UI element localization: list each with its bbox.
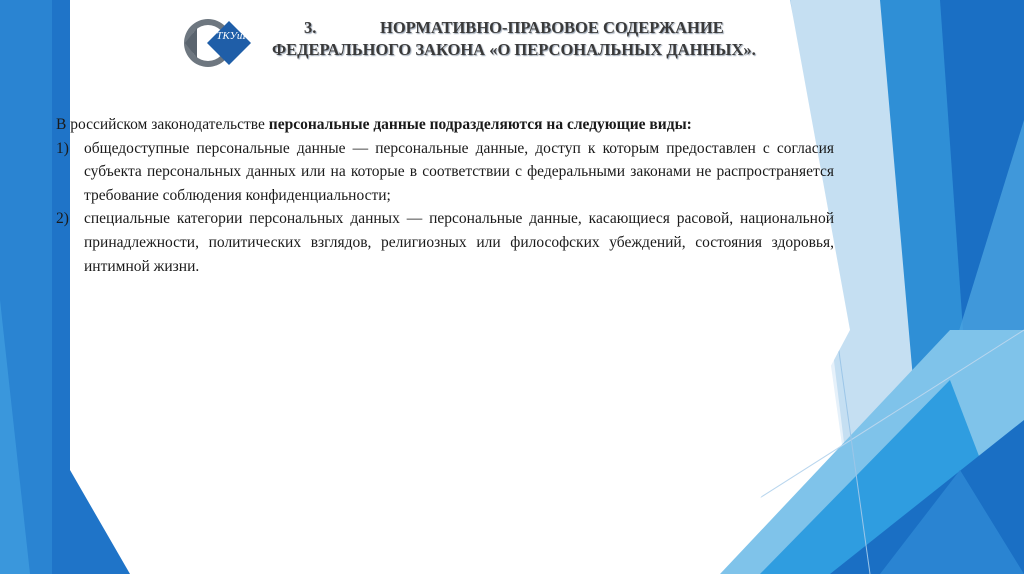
intro-bold-text: персональные данные подразделяются на следующие виды: — [268, 116, 692, 133]
list-item — [56, 137, 834, 208]
intro-paragraph — [56, 113, 834, 137]
slide-body — [56, 113, 834, 278]
title-line-2: ФЕДЕРАЛЬНОГО ЗАКОНА «О ПЕРСОНАЛЬНЫХ ДАННЫХ». — [272, 40, 756, 59]
title-number: 3. — [304, 18, 317, 37]
title-line-1: НОРМАТИВНО-ПРАВОВОЕ СОДЕРЖАНИЕ — [380, 18, 724, 37]
slide-title — [262, 17, 782, 61]
list-item — [56, 207, 834, 278]
logo-text: ТКУиК — [216, 30, 250, 42]
list-item-number: 1) — [56, 139, 69, 157]
list-item-text: специальные категории персональных данных — персональные данные, касающиеся расовой, национальной принадлежности, политических взглядов, религиозных или философских убеждений, состояния здоровья, интимной жизни. — [84, 210, 834, 275]
institution-logo — [183, 14, 253, 72]
list-item-text: общедоступные персональные данные — персональные данные, доступ к которым предоставлен с согласия субъекта персональных данных или на которые в соответствии с федеральными законами не распространяется требование соблюдения конфиденциальности; — [84, 139, 834, 204]
list-item-number: 2) — [56, 210, 69, 228]
intro-plain-text: В российском законодательстве — [56, 116, 269, 133]
